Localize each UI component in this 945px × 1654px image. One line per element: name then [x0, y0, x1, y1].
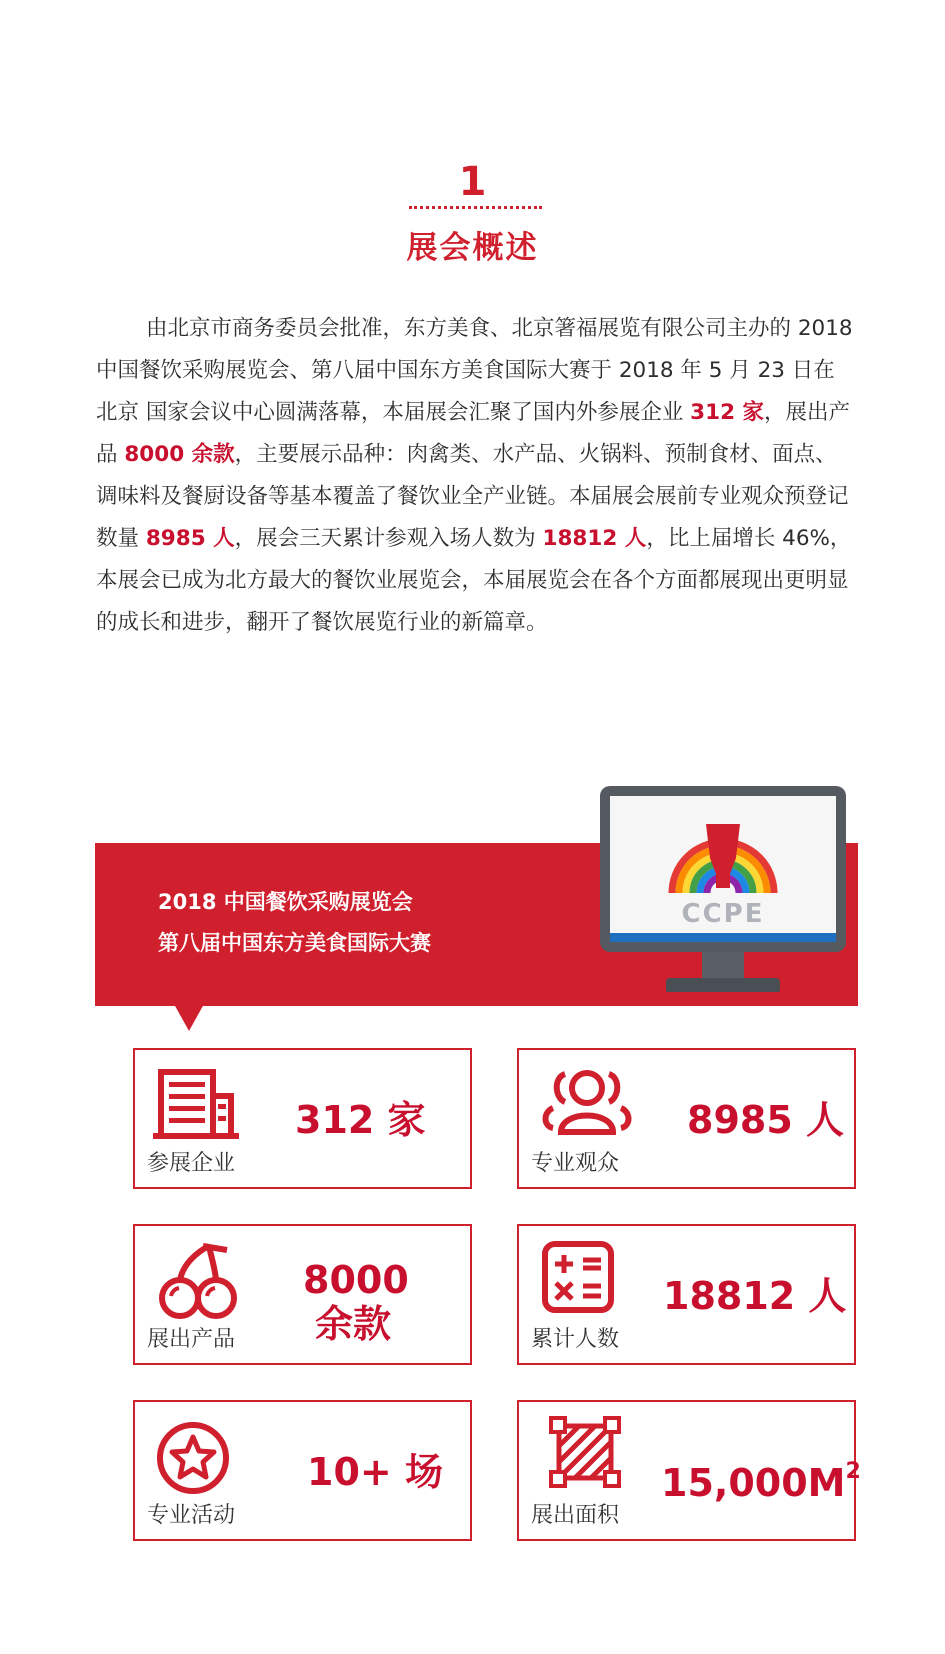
monitor-screen [610, 796, 836, 942]
stat-area-superscript: 2 [845, 1459, 861, 1484]
monitor-neck [702, 952, 744, 978]
intro-text: ，主要展示品种：肉禽类、水产品、火锅料、预制食材、面点、调味料及餐厨设备等基本覆盖了餐饮业全产业链。本届展会展前专业观众预登记数量 [96, 442, 849, 551]
stat-products-label: 展出产品 [147, 1327, 236, 1352]
intro-text: ，展出产品 [96, 400, 851, 467]
stat-activities-label: 专业活动 [147, 1503, 236, 1528]
monitor-illustration [600, 786, 846, 1006]
intro-highlight: 8000 余款 [124, 442, 235, 467]
star-icon [155, 1420, 231, 1496]
stat-area-label: 展出面积 [531, 1503, 620, 1528]
banner-pointer [174, 1004, 204, 1031]
stat-products-value-unit: 余款 [314, 1302, 391, 1346]
section-divider [409, 206, 542, 209]
stat-cumulative [517, 1224, 856, 1365]
stat-products-value [303, 1258, 409, 1346]
stat-area-number: 15,000M [661, 1461, 846, 1505]
stat-area [517, 1400, 861, 1541]
stat-products [133, 1224, 472, 1365]
stat-visitors [517, 1048, 856, 1189]
building-icon [151, 1064, 241, 1144]
stat-cumulative-value: 18812 人 [663, 1274, 847, 1318]
stat-visitors-value: 8985 人 [687, 1098, 844, 1142]
intro-highlight: 18812 人 [542, 526, 647, 551]
cherry-icon [153, 1240, 243, 1324]
stat-activities [133, 1400, 472, 1541]
stat-visitors-label: 专业观众 [531, 1151, 620, 1176]
intro-paragraph [96, 308, 856, 644]
monitor-taskbar [610, 933, 836, 942]
intro-text: ，展会三天累计参观入场人数为 [234, 526, 543, 551]
stat-activities-value: 10+ 场 [307, 1450, 443, 1494]
section-number: 1 [458, 159, 487, 205]
banner-title-line1: 2018 中国餐饮采购展览会 [158, 890, 413, 914]
intro-highlight: 8985 人 [145, 526, 235, 551]
section-title: 展会概述 [406, 230, 539, 266]
stat-exhibitors [133, 1048, 472, 1189]
people-icon [539, 1062, 635, 1142]
monitor-base [666, 978, 780, 992]
intro-text: 由北京市商务委员会批准，东方美食、北京箸福展览有限公司主办的 2018 中国餐饮采购展览会、第八届中国东方美食国际大赛于 2018 年 5 月 23 日在北京 国家会议中心圆满落幕，本届展会汇聚了国内外参展企业 [96, 316, 853, 425]
stat-cumulative-label: 累计人数 [531, 1327, 620, 1352]
stat-exhibitors-value: 312 家 [295, 1098, 426, 1142]
stat-area-value [661, 1450, 861, 1505]
stat-exhibitors-label: 参展企业 [147, 1151, 236, 1176]
calculator-icon [541, 1240, 615, 1314]
ccpe-logo-text: CCPE [681, 899, 765, 929]
banner-title-line2: 第八届中国东方美食国际大赛 [158, 931, 431, 955]
stat-products-value-number: 8000 [303, 1258, 409, 1302]
intro-highlight: 312 家 [690, 400, 765, 425]
area-icon [547, 1414, 623, 1490]
intro-text: ，比上届增长 46%，本展会已成为北方最大的餐饮业展览会，本届展览会在各个方面都展现出更明显的成长和进步，翻开了餐饮展览行业的新篇章。 [96, 526, 852, 635]
